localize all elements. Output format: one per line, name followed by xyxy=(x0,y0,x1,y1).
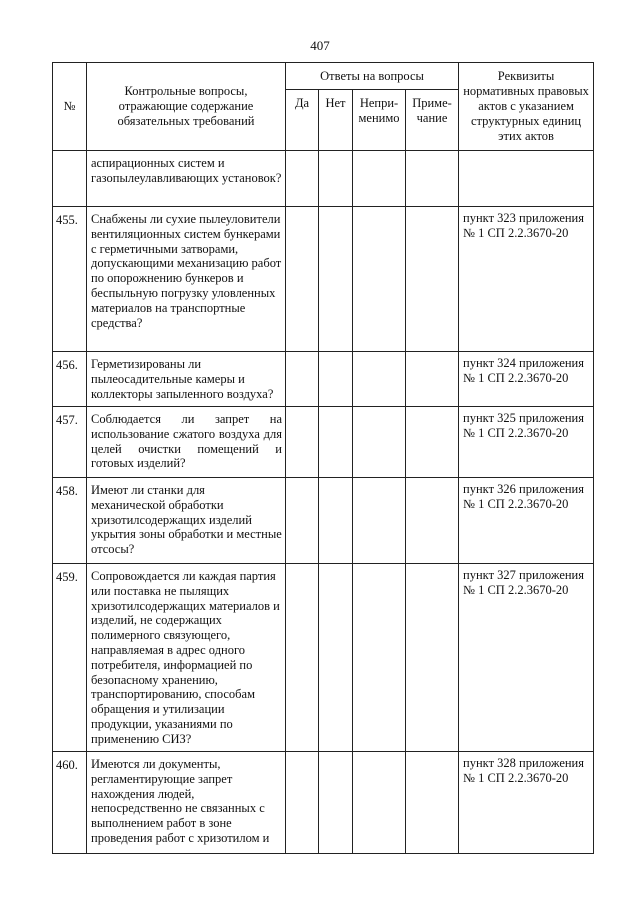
cell-yes[interactable] xyxy=(286,752,319,854)
cell-note[interactable] xyxy=(406,478,459,564)
cell-no[interactable] xyxy=(319,151,353,207)
page-number: 407 xyxy=(310,38,330,53)
table-row xyxy=(53,478,594,564)
table-row xyxy=(53,207,594,352)
row-question: Сопровождается ли каждая партия или поставка не пылящих хризотилсодержащих материалов и изделий, не содержащих полимерного связующего, направляемая в адрес одного потребителя, информацией по безопасному хранению, транспортированию, способам обращения и утилизации продукции, указаниями по применению СИЗ? xyxy=(87,564,286,752)
row-question: аспирационных систем и газопылеулавливающих установок? xyxy=(87,151,286,207)
cell-yes[interactable] xyxy=(286,407,319,478)
cell-no[interactable] xyxy=(319,207,353,352)
cell-yes[interactable] xyxy=(286,151,319,207)
cell-yes[interactable] xyxy=(286,478,319,564)
row-question: Герметизированы ли пылеосадительные камеры и коллекторы запыленного воздуха? xyxy=(87,352,286,407)
row-number xyxy=(53,151,87,207)
row-requisites: пункт 327 приложения № 1 СП 2.2.3670-20 xyxy=(459,564,594,752)
header-yes: Да xyxy=(286,90,319,151)
row-requisites: пункт 326 приложения № 1 СП 2.2.3670-20 xyxy=(459,478,594,564)
cell-not-applicable[interactable] xyxy=(353,207,406,352)
cell-not-applicable[interactable] xyxy=(353,752,406,854)
checklist-table xyxy=(52,62,594,854)
row-number: 456. xyxy=(53,352,87,407)
cell-note[interactable] xyxy=(406,407,459,478)
row-question: Соблюдается ли запрет на использование сжатого воздуха для целей очистки помещений и готовых изделий? xyxy=(87,407,286,478)
cell-not-applicable[interactable] xyxy=(353,151,406,207)
cell-yes[interactable] xyxy=(286,207,319,352)
header-not-applicable: Непри-менимо xyxy=(353,90,406,151)
row-requisites: пункт 323 приложения № 1 СП 2.2.3670-20 xyxy=(459,207,594,352)
cell-no[interactable] xyxy=(319,564,353,752)
header-answers: Ответы на вопросы xyxy=(286,63,459,90)
cell-no[interactable] xyxy=(319,407,353,478)
header-requisites: Реквизиты нормативных правовых актов с указанием структурных единиц этих актов xyxy=(459,63,594,151)
cell-no[interactable] xyxy=(319,752,353,854)
cell-no[interactable] xyxy=(319,352,353,407)
header-note: Приме-чание xyxy=(406,90,459,151)
cell-yes[interactable] xyxy=(286,564,319,752)
header-num: № xyxy=(53,63,87,151)
cell-note[interactable] xyxy=(406,752,459,854)
table-row xyxy=(53,151,594,207)
row-requisites: пункт 325 приложения № 1 СП 2.2.3670-20 xyxy=(459,407,594,478)
header-no: Нет xyxy=(319,90,353,151)
cell-not-applicable[interactable] xyxy=(353,352,406,407)
row-number: 455. xyxy=(53,207,87,352)
row-question: Снабжены ли сухие пылеуловители вентиляционных систем бункерами с герметичными затворами, допускающими механизацию работ по опорожнению бункеров и беспыльную погрузку уловленных материалов на транспортные средства? xyxy=(87,207,286,352)
row-requisites: пункт 324 приложения № 1 СП 2.2.3670-20 xyxy=(459,352,594,407)
row-number: 459. xyxy=(53,564,87,752)
table-row xyxy=(53,407,594,478)
table-row xyxy=(53,752,594,854)
table-row xyxy=(53,564,594,752)
cell-not-applicable[interactable] xyxy=(353,407,406,478)
cell-note[interactable] xyxy=(406,352,459,407)
cell-note[interactable] xyxy=(406,207,459,352)
row-number: 460. xyxy=(53,752,87,854)
row-question: Имеются ли документы, регламентирующие запрет нахождения людей, непосредственно не связанных с выполнением работ в зоне проведения работ с хризотилом и xyxy=(87,752,286,854)
header-questions: Контрольные вопросы, отражающие содержание обязательных требований xyxy=(87,63,286,151)
cell-no[interactable] xyxy=(319,478,353,564)
cell-note[interactable] xyxy=(406,151,459,207)
row-question: Имеют ли станки для механической обработки хризотилсодержащих изделий укрытия зоны обработки и местные отсосы? xyxy=(87,478,286,564)
cell-note[interactable] xyxy=(406,564,459,752)
cell-not-applicable[interactable] xyxy=(353,478,406,564)
row-number: 458. xyxy=(53,478,87,564)
row-requisites xyxy=(459,151,594,207)
row-number: 457. xyxy=(53,407,87,478)
cell-not-applicable[interactable] xyxy=(353,564,406,752)
row-requisites: пункт 328 приложения № 1 СП 2.2.3670-20 xyxy=(459,752,594,854)
table-row xyxy=(53,352,594,407)
cell-yes[interactable] xyxy=(286,352,319,407)
